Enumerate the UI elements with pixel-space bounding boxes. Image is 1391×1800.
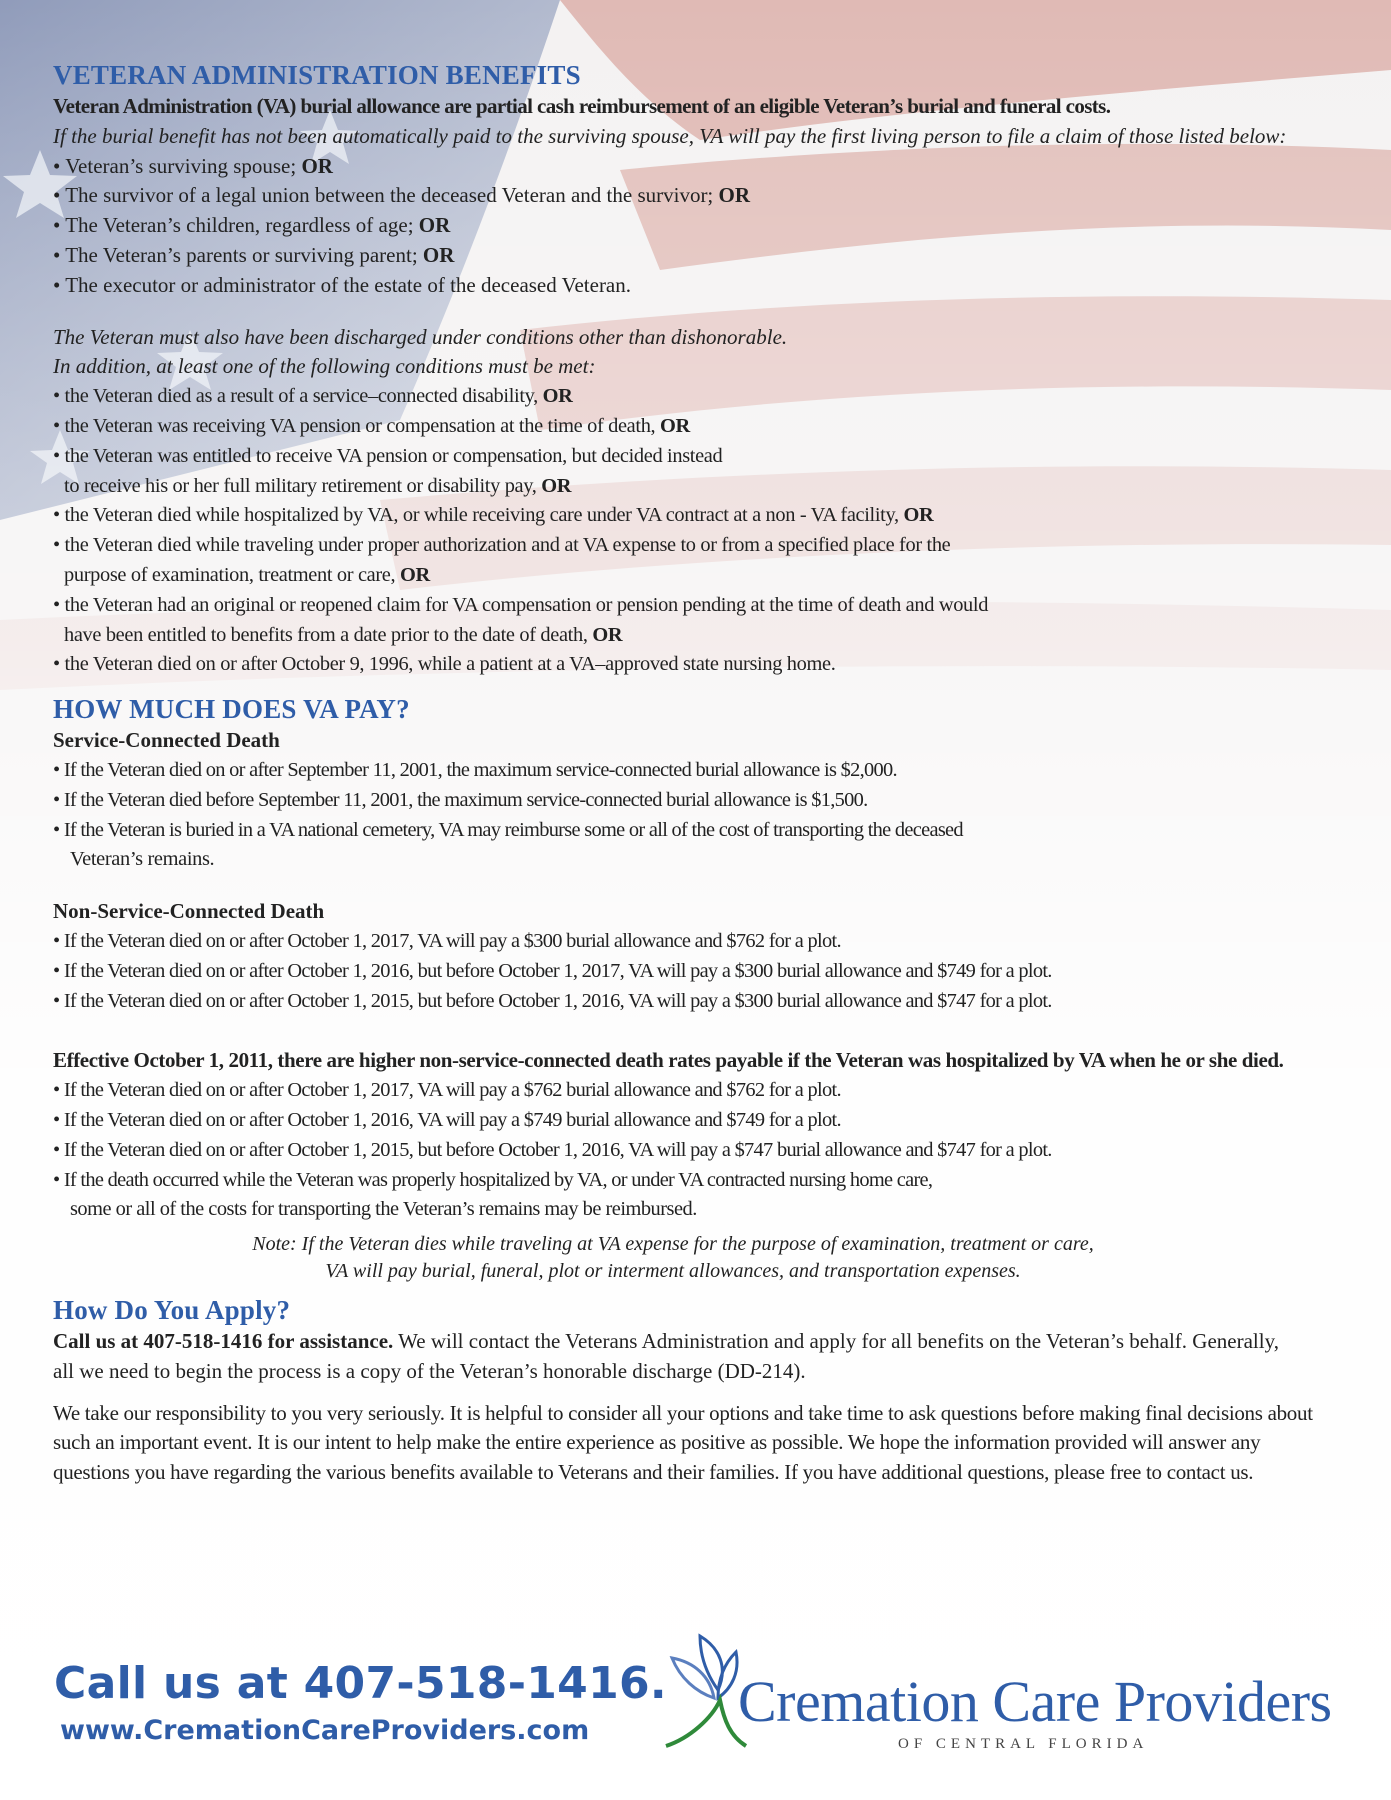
heading-veteran-benefits: VETERAN ADMINISTRATION BENEFITS (53, 60, 581, 90)
list-item: • If the Veteran died on or after October 1, 2015, but before October 1, 2016, VA will pay a $300 burial allowance and $747 for a plot. (53, 989, 1052, 1012)
list-item-continuation: Veteran’s remains. (70, 848, 215, 871)
claimant-list (53, 152, 1353, 301)
list-item: • If the Veteran died on or after October 1, 2017, VA will pay a $300 burial allowance and $762 for a plot. (53, 929, 841, 952)
list-item: • If the Veteran died on or after October 1, 2015, but before October 1, 2016, VA will pay a $747 burial allowance and $747 for a plot. (53, 1138, 1052, 1161)
list-item: • the Veteran was receiving VA pension or compensation at the time of death, OR (53, 414, 690, 437)
list-item: • the Veteran had an original or reopened claim for VA compensation or pension pending at the time of death and would have been entitled to benefits from a date prior to the date of death, OR (53, 593, 989, 646)
footer-phone-cta[interactable]: Call us at 407-518-1416. (54, 1658, 667, 1709)
list-item: • the Veteran died while hospitalized by VA, or while receiving care under VA contract at a non - VA facility, OR (53, 504, 934, 527)
intro-italic: If the burial benefit has not been automatically paid to the surviving spouse, VA will pay the first living person to file a claim of those listed below: (53, 123, 1287, 148)
closing-paragraph: We take our responsibility to you very seriously. It is helpful to consider all your options and take time to ask questions before making final decisions about such an important event. It is our intent to help make the entire experience as positive as possible. We hope the information provided will answer any questions you have regarding the various benefits available to Veterans and their families. If you have additional questions, please free to contact us. (53, 1400, 1313, 1485)
heading-how-much: HOW MUCH DOES VA PAY? (53, 694, 410, 725)
intro-bold: Veteran Administration (VA) burial allowance are partial cash reimbursement of an eligible Veteran’s burial and funeral costs. (53, 94, 1111, 118)
document-body (53, 58, 1353, 1488)
list-item: • If the Veteran died before September 11, 2001, the maximum service-connected burial allowance is $1,500. (53, 788, 868, 811)
list-item: • If the Veteran is buried in a VA national cemetery, VA may reimburse some or all of the cost of transporting the deceased (53, 818, 963, 841)
logo-company-name: Cremation Care Providers (738, 1669, 1332, 1734)
service-connected-title: Service-Connected Death (53, 728, 280, 753)
list-item-continuation: some or all of the costs for transporting the Veteran’s remains may be reimbursed. (70, 1198, 697, 1221)
list-item: • The survivor of a legal union between the deceased Veteran and the survivor; OR (53, 183, 751, 208)
list-item: • If the Veteran died on or after October 1, 2016, VA will pay a $749 burial allowance and $749 for a plot. (53, 1108, 841, 1131)
transport-note: Note: If the Veteran dies while traveling at VA expense for the purpose of examination, treatment or care, VA will pay burial, funeral, plot or interment allowances, and transportation expenses. (252, 1233, 1094, 1283)
non-service-connected-title: Non-Service-Connected Death (53, 899, 325, 924)
list-item: • The Veteran’s parents or surviving parent; OR (53, 242, 455, 267)
conditions-intro-2: In addition, at least one of the following conditions must be met: (53, 354, 596, 379)
list-item: • the Veteran died while traveling under proper authorization and at VA expense to or from a specified place for the purpose of examination, treatment or care, OR (53, 534, 951, 586)
list-item: • If the death occurred while the Veteran was properly hospitalized by VA, or under VA contracted nursing home care, (53, 1168, 933, 1191)
list-item: • the Veteran died on or after October 9, 1996, while a patient at a VA–approved state nursing home. (53, 653, 836, 676)
logo-subtitle: OF CENTRAL FLORIDA (898, 1736, 1149, 1752)
heading-how-to-apply: How Do You Apply? (53, 1295, 291, 1326)
list-item: • If the Veteran died on or after October 1, 2017, VA will pay a $762 burial allowance and $762 for a plot. (53, 1079, 841, 1102)
list-item: • the Veteran died as a result of a service–connected disability, OR (53, 385, 573, 408)
list-item: • The executor or administrator of the estate of the deceased Veteran. (53, 272, 632, 297)
conditions-list (53, 382, 1353, 680)
apply-paragraph: Call us at 407-518-1416 for assistance. We will contact the Veterans Administration and apply for all benefits on the Veteran’s behalf. Generally, all we need to begin the process is a copy of the Veteran’s honorable discharge (DD-214). (53, 1329, 1279, 1383)
list-item: • the Veteran was entitled to receive VA pension or compensation, but decided instead to receive his or her full military retirement or disability pay, OR (53, 444, 723, 497)
list-item: • Veteran’s surviving spouse; OR (53, 153, 333, 178)
footer-website-link[interactable]: www.CremationCareProviders.com (60, 1715, 590, 1746)
company-logo (660, 1628, 1340, 1758)
conditions-intro-1: The Veteran must also have been discharged under conditions other than dishonorable. (53, 324, 788, 349)
list-item: • If the Veteran died on or after September 11, 2001, the maximum service-connected burial allowance is $2,000. (53, 758, 897, 781)
list-item: • If the Veteran died on or after October 1, 2016, but before October 1, 2017, VA will pay a $300 burial allowance and $749 for a plot. (53, 959, 1052, 982)
list-item: • The Veteran’s children, regardless of age; OR (53, 213, 451, 238)
hospitalized-title: Effective October 1, 2011, there are higher non-service-connected death rates payable if the Veteran was hospitalized by VA when he or she died. (53, 1048, 1284, 1073)
